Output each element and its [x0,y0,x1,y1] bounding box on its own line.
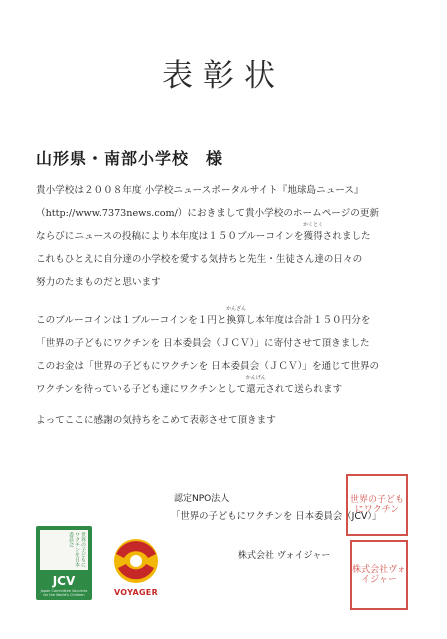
body-line [36,375,343,395]
voyager-logo [104,534,168,604]
certificate-title: 表彰状 [162,58,285,94]
company-seal-stamp [350,540,408,610]
body-text: されました [322,231,371,242]
ruby-base: 還元 [246,384,266,395]
voyager-sun-icon [104,534,168,588]
ruby-base: 換算 [226,315,246,326]
ruby-reading: かんざん [226,306,247,312]
body-text: ワクチンを待っている子ども達にワクチンとして [36,384,247,395]
npo-seal-stamp [346,474,408,536]
body-text: し本年度は合計１５０円分を [245,315,371,326]
body-line [36,222,371,242]
jcv-logo-panel: 世界の子どもにワクチンを日本委員会 [40,530,88,570]
stamp-text: 世界の子どもにワクチン [349,495,404,515]
body-line: このお金は「世界の子どもにワクチンを 日本委員会（ＪＣＶ）」を通じて世界の [36,361,380,372]
ruby-word [245,375,266,395]
ruby-word [226,306,247,326]
body-line: よってここに感謝の気持ちをこめて表彰させて頂きます [36,415,276,426]
ruby-word [303,222,324,242]
jcv-logo-subtext: Japan Committee Vaccines for the World's Children [40,589,88,597]
ruby-reading: かくとく [303,222,324,228]
recipient-name: 山形県・南部小学校 様 [36,149,224,168]
body-line: これもひとえに自分達の小学校を愛する気持ちと先生・生徒さん達の日々の [36,254,363,265]
npo-name: 「世界の子どもにワクチンを 日本委員会（JCV）」 [171,511,382,522]
body-line: 努力のたまものだと思います [36,277,161,288]
jcv-logo-text: JCV [52,574,76,588]
company-name: 株式会社 ヴォイジャー [238,551,331,561]
body-line: （http://www.7373news.com/）におきまして貴小学校のホームページの更新 [36,208,380,219]
body-text: このブルーコインは１ブルーコインを１円と [36,315,227,326]
npo-label: 認定NPO法人 [174,494,230,504]
voyager-logo-text: VOYAGER [113,588,159,597]
ruby-base: 獲得 [303,231,323,242]
body-text: されて送られます [265,384,343,395]
stamp-text: 株式会社ヴォイジャー [352,565,406,585]
body-line [36,306,371,326]
body-line: 「世界の子どもにワクチンを 日本委員会（ＪＣＶ）」に寄付させて頂きました [36,338,370,349]
body-line: 貴小学校は２００８年度 小学校ニュースポータルサイト『地球島ニュース』 [36,185,364,196]
jcv-logo [36,526,92,600]
ruby-reading: かんげん [245,375,266,381]
body-text: ならびにニュースの投稿により本年度は１５０ブルーコインを [36,231,304,242]
